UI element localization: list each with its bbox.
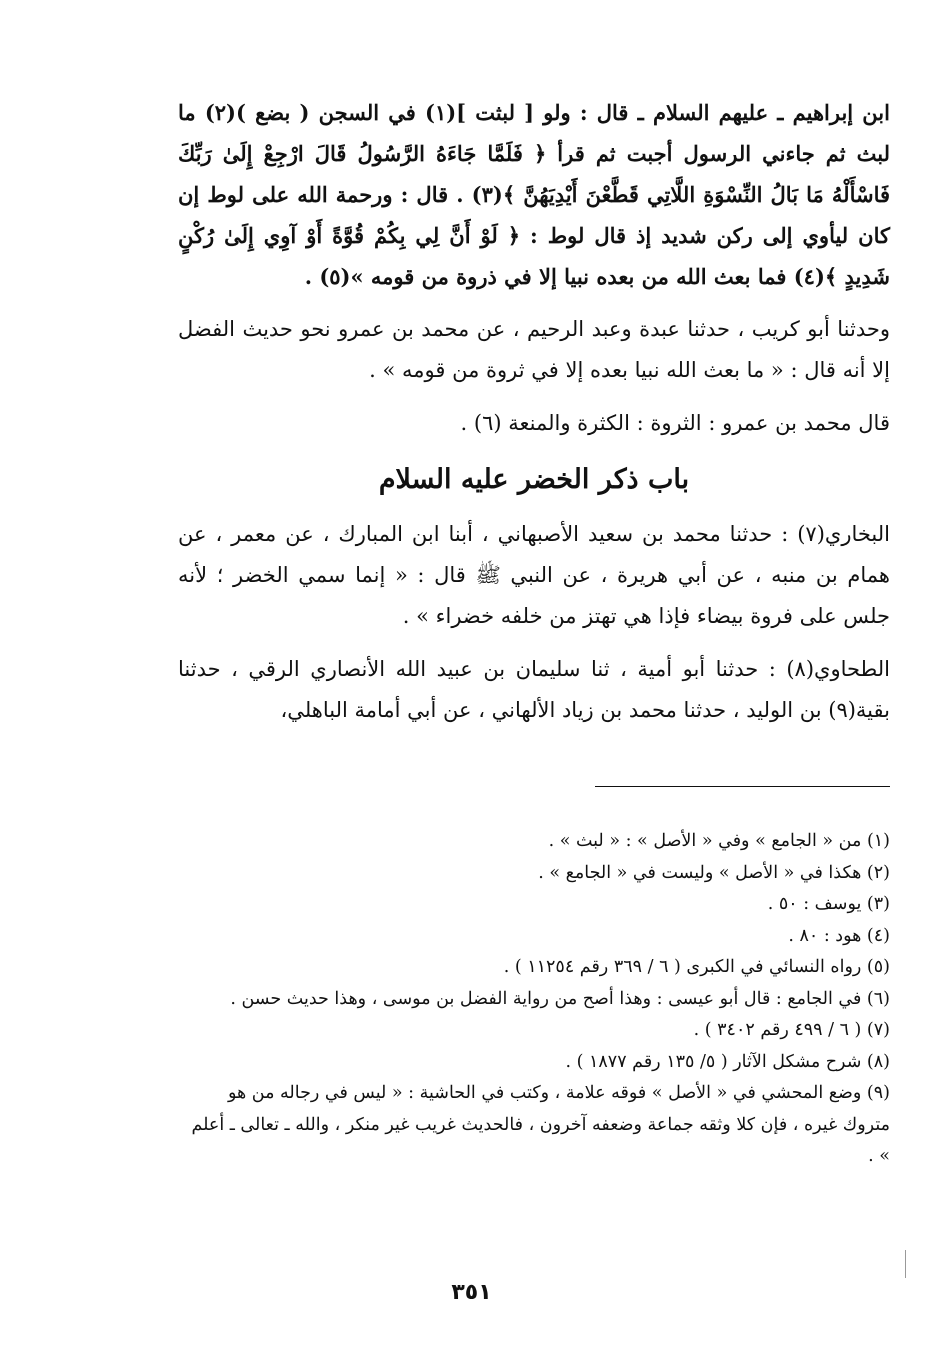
footnote: (١) من « الجامع » وفي « الأصل » : « لبث » .: [548, 831, 890, 851]
footnote: (٢) هكذا في « الأصل » وليست في « الجامع » .: [538, 862, 890, 883]
chapter-heading: باب ذكر الخضر عليه السلام: [378, 464, 690, 495]
paragraph-abu-kurayb: وحدثنا أبو كريب ، حدثنا عبدة وعبد الرحيم ، عن محمد بن عمرو نحو حديث الفضل إلا أنه قال : « ما بعث الله نبيا بعده إلا في ثروة من قومه » .: [178, 317, 890, 382]
paragraph-bukhari: البخاري(٧) : حدثنا محمد بن سعيد الأصبهاني ، أبنا ابن المبارك ، عن معمر ، عن همام بن منبه ، عن أبي هريرة ، عن النبي ﷺ قال : « إنما سمي الخضر ؛ لأنه جلس على فروة بيضاء فإذا هي تهتز من خلفه خضراء » .: [178, 522, 890, 628]
footnote-divider: [595, 786, 890, 787]
main-text: [178, 92, 890, 731]
spacer: [178, 391, 890, 403]
footnote: (٨) شرح مشكل الآثار ( ٥/ ١٣٥ رقم ١٨٧٧ ) .: [565, 1051, 890, 1072]
footnote: (٦) في الجامع : قال أبو عيسى : وهذا أصح من رواية الفضل بن موسى ، وهذا حديث حسن .: [230, 988, 890, 1009]
footnote: (٥) رواه النسائي في الكبرى ( ٦ / ٣٦٩ رقم ١١٢٥٤ ) .: [503, 957, 890, 977]
footnotes: [178, 826, 890, 1173]
footnote: (٣) يوسف : ٥٠ .: [767, 894, 890, 914]
paragraph-tahawi: الطحاوي(٨) : حدثنا أبو أمية ، ثنا سليمان بن عبيد الله الأنصاري الرقي ، حدثنا بقية(٩) بن الوليد ، حدثنا محمد بن زياد الألهاني ، عن أبي أمامة الباهلي،: [178, 657, 890, 722]
paragraph-tharwa-definition: قال محمد بن عمرو : الثروة : الكثرة والمنعة (٦) .: [460, 411, 890, 435]
footnote: (٤) هود : ٨٠ .: [788, 925, 890, 946]
footnote: (٩) وضع المحشي في « الأصل » فوقه علامة ، وكتب في الحاشية : « ليس في رجاله من هو متروك غيره ، فإن كلا وثقه جماعة وضعفه آخرون ، فالحديث غريب غير منكر ، والله ـ تعالى ـ أعلم » .: [191, 1083, 890, 1166]
spacer: [178, 297, 890, 309]
margin-mark: [905, 1250, 906, 1278]
spacer: [178, 637, 890, 649]
paragraph-hadith-lut: ابن إبراهيم ـ عليهم السلام ـ قال : ولو [ لبثت ](١) في السجن ( بضع )(٢) ما لبث ثم جاءني الرسول أجبت ثم قرأ ﴿ فَلَمَّا جَاءَهُ الرَّسُولُ قَالَ ارْجِعْ إِلَىٰ رَبِّكَ فَاسْأَلْهُ مَا بَالُ النِّسْوَةِ اللَّاتِي قَطَّعْنَ أَيْدِيَهُنَّ ﴾(٣) . قال : ورحمة الله على لوط إن كان ليأوي إلى ركن شديد إذ قال لوط : ﴿ لَوْ أَنَّ لِي بِكُمْ قُوَّةً أَوْ آوِي إِلَىٰ رُكْنٍ شَدِيدٍ ﴾(٤) فما بعث الله من بعده نبيا إلا في ذروة من قومه »(٥) .: [178, 100, 891, 289]
footnote: (٧) ( ٦ / ٤٩٩ رقم ٣٤٠٢ ) .: [693, 1020, 890, 1040]
page-number: ٣٥١: [451, 1280, 492, 1305]
